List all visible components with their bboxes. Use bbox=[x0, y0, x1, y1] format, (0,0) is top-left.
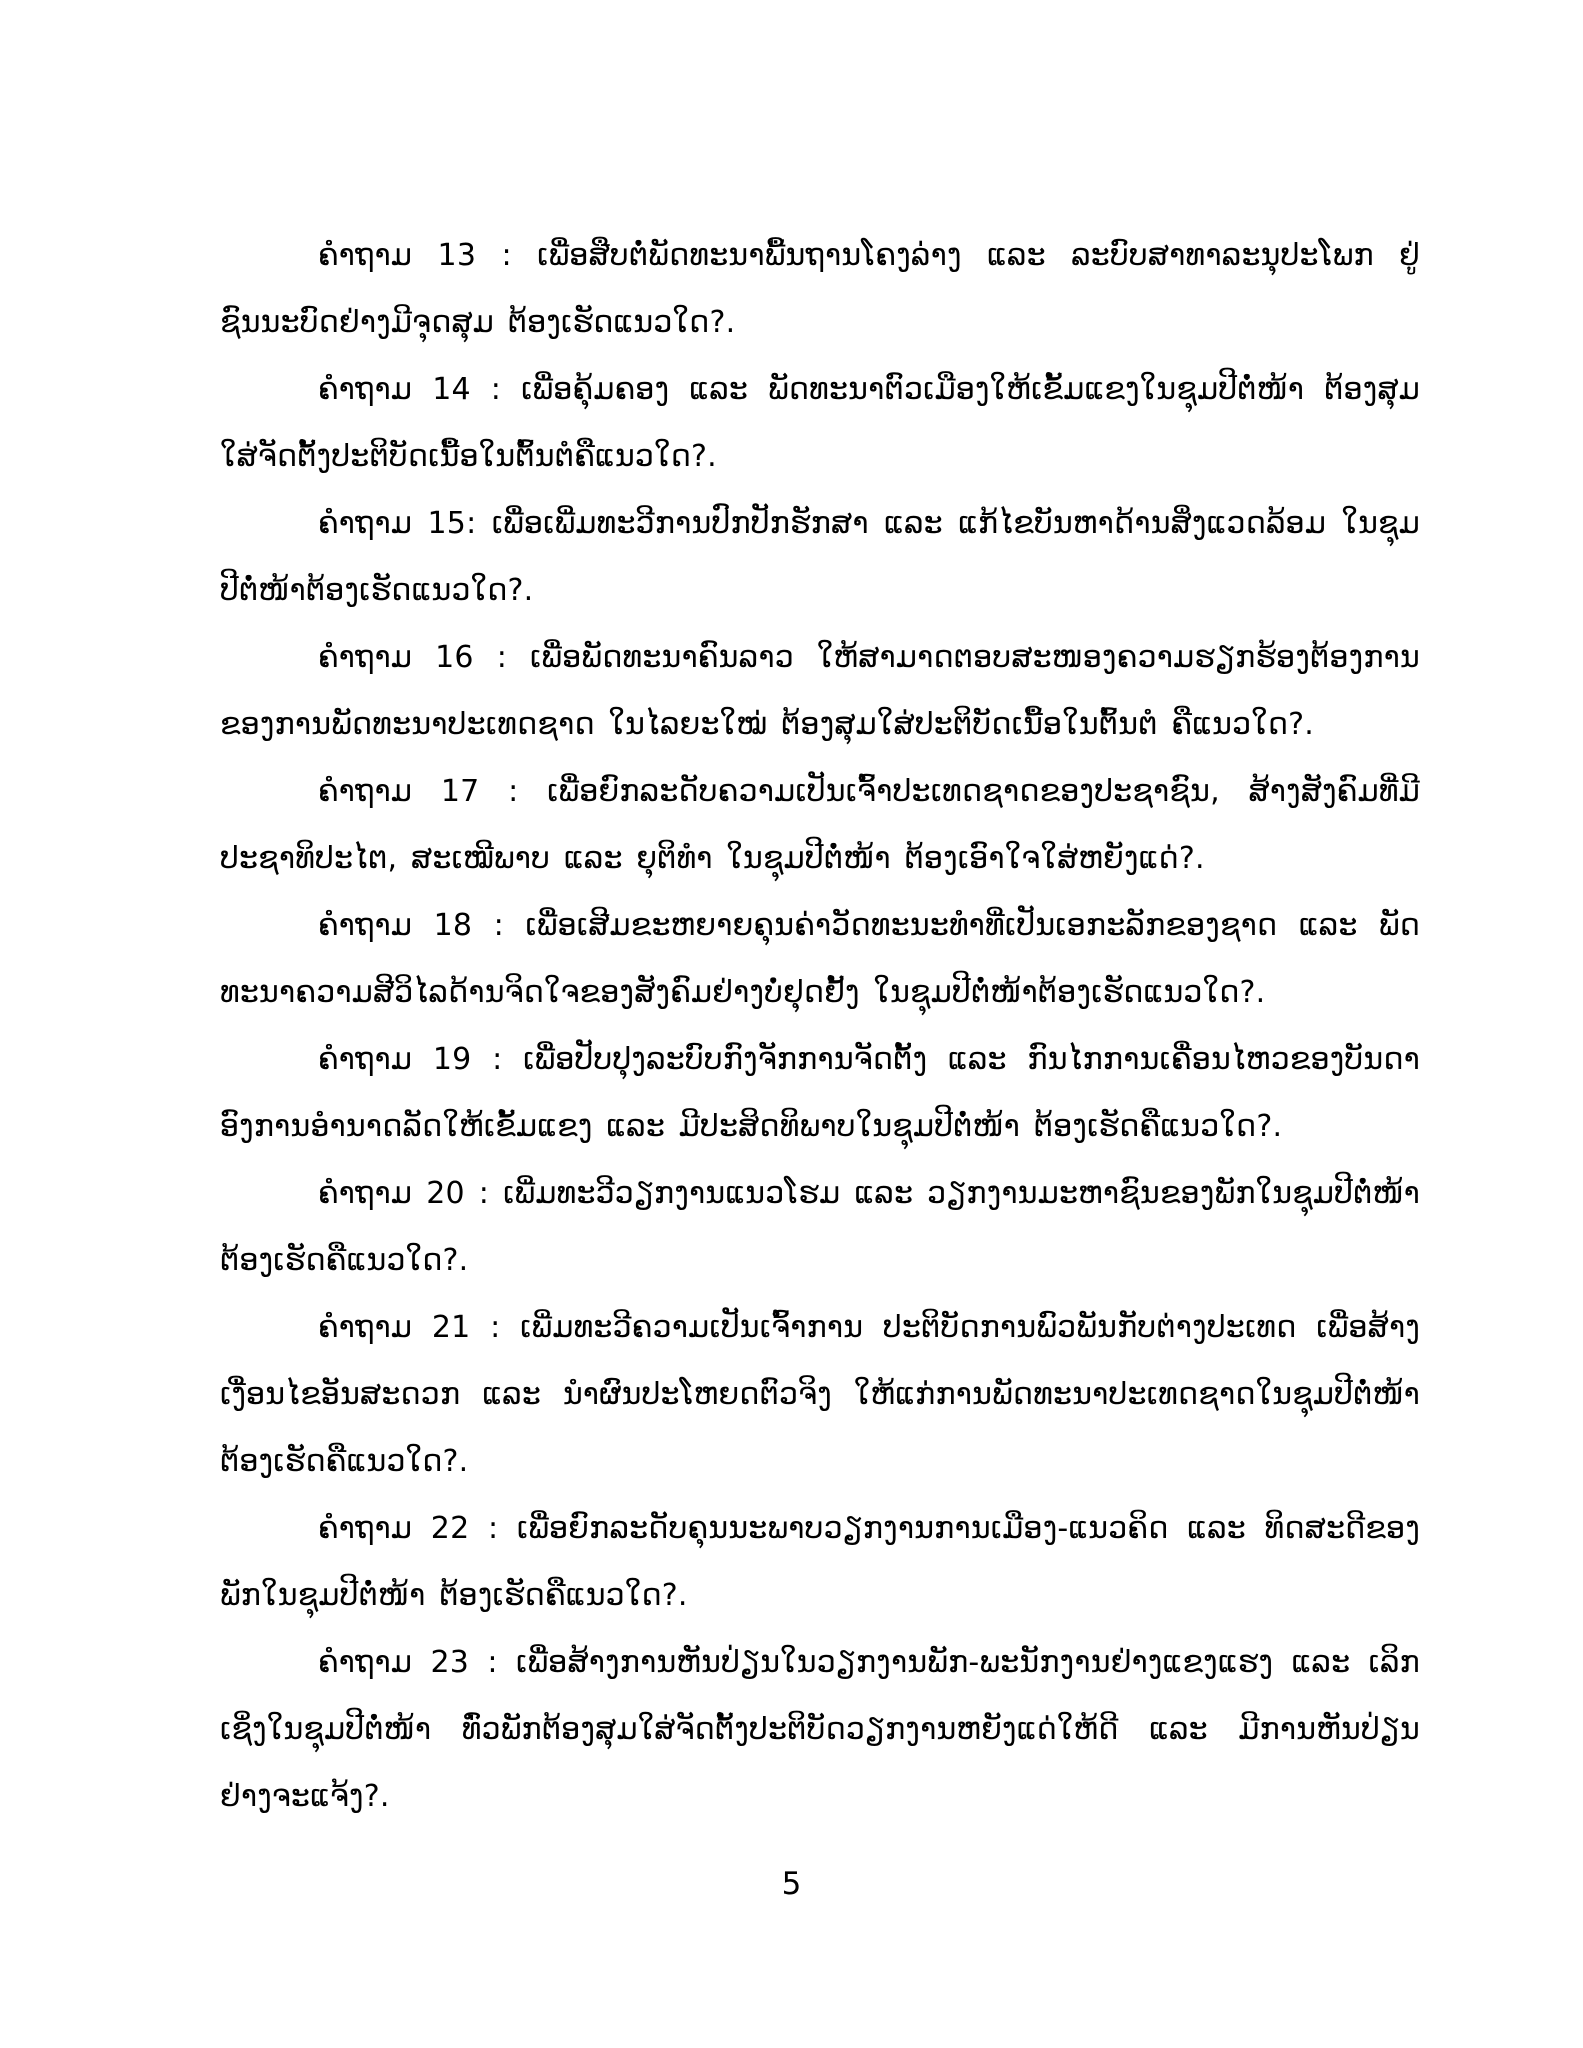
question-list bbox=[220, 222, 1420, 1830]
question-19: ຄຳຖາມ 19 : ເພື່ອປັບປຸງລະບົບກົງຈັກການຈັດຕັ້ງ ແລະ ກົນໄກການເຄື່ອນໄຫວຂອງບັນດາອົງການອຳນາດລັດໃຫ້ເຂັ້ມແຂງ ແລະ ມີປະສິດທິພາບໃນຊຸມປີຕໍ່ໜ້າ ຕ້ອງເຮັດຄືແນວໃດ?. bbox=[220, 1042, 1420, 1144]
page-number: 5 bbox=[781, 1866, 802, 1902]
question-22: ຄຳຖາມ 22 : ເພື່ອຍົກລະດັບຄຸນນະພາບວຽກງານການເມືອງ-ແນວຄິດ ແລະ ທິດສະດີຂອງພັກໃນຊຸມປີຕໍ່ໜ້າ ຕ້ອງເຮັດຄືແນວໃດ?. bbox=[220, 1511, 1420, 1613]
question-13: ຄຳຖາມ 13 : ເພື່ອສືບຕໍ່ພັດທະນາພື້ນຖານໂຄງລ່າງ ແລະ ລະບົບສາທາລະນຸປະໂພກ ຢູ່ຊົນນະບົດຢ່າງມີຈຸດສຸມ ຕ້ອງເຮັດແນວໃດ?. bbox=[220, 238, 1420, 340]
question-20: ຄຳຖາມ 20 : ເພີ່ມທະວີວຽກງານແນວໂຮມ ແລະ ວຽກງານມະຫາຊົນຂອງພັກໃນຊຸມປີຕໍ່ໜ້າຕ້ອງເຮັດຄືແນວໃດ?. bbox=[220, 1176, 1420, 1278]
question-17: ຄຳຖາມ 17 : ເພື່ອຍົກລະດັບຄວາມເປັນເຈົ້າປະເທດຊາດຂອງປະຊາຊົນ, ສ້າງສັງຄົມທີ່ມີປະຊາທິປະໄຕ, ສະເໝີພາບ ແລະ ຍຸຕິທຳ ໃນຊຸມປີຕໍ່ໜ້າ ຕ້ອງເອົາໃຈໃສ່ຫຍັງແດ່?. bbox=[220, 774, 1420, 876]
question-21: ຄຳຖາມ 21 : ເພີ່ມທະວີຄວາມເປັນເຈົ້າການ ປະຕິບັດການພົວພັນກັບຕ່າງປະເທດ ເພື່ອສ້າງເງື່ອນໄຂອັນສະດວກ ແລະ ນຳຜົນປະໂຫຍດຕົວຈິງ ໃຫ້ແກ່ການພັດທະນາປະເທດຊາດໃນຊຸມປີຕໍ່ໜ້າຕ້ອງເຮັດຄືແນວໃດ?. bbox=[220, 1310, 1420, 1479]
question-14: ຄຳຖາມ 14 : ເພື່ອຄຸ້ມຄອງ ແລະ ພັດທະນາຕົວເມືອງໃຫ້ເຂັ້ມແຂງໃນຊຸມປີຕໍ່ໜ້າ ຕ້ອງສຸມໃສ່ຈັດຕັ້ງປະຕິບັດເນື້ອໃນຕົ້ນຕໍຄືແນວໃດ?. bbox=[220, 372, 1420, 474]
question-18: ຄຳຖາມ 18 : ເພື່ອເສີມຂະຫຍາຍຄຸນຄ່າວັດທະນະທຳທີ່ເປັນເອກະລັກຂອງຊາດ ແລະ ພັດ ທະນາຄວາມສີວິໄລດ້ານຈິດໃຈຂອງສັງຄົມຢ່າງບໍ່ຢຸດຢັ້ງ ໃນຊຸມປີຕໍ່ໜ້າຕ້ອງເຮັດແນວໃດ?. bbox=[220, 908, 1420, 1010]
question-23: ຄຳຖາມ 23 : ເພື່ອສ້າງການຫັນປ່ຽນໃນວຽກງານພັກ-ພະນັກງານຢ່າງແຂງແຮງ ແລະ ເລິກເຊິ່ງໃນຊຸມປີຕໍ່ໜ້າ ທົ່ວພັກຕ້ອງສຸມໃສ່ຈັດຕັ້ງປະຕິບັດວຽກງານຫຍັງແດ່ໃຫ້ດີ ແລະ ມີການຫັນປ່ຽນຢ່າງຈະແຈ້ງ?. bbox=[220, 1645, 1420, 1814]
question-15: ຄຳຖາມ 15: ເພື່ອເພີ່ມທະວີການປົກປັກຮັກສາ ແລະ ແກ້ໄຂບັນຫາດ້ານສິ່ງແວດລ້ອມ ໃນຊຸມປີຕໍ່ໜ້າຕ້ອງເຮັດແນວໃດ?. bbox=[220, 506, 1420, 608]
question-16: ຄຳຖາມ 16 : ເພື່ອພັດທະນາຄົນລາວ ໃຫ້ສາມາດຕອບສະໜອງຄວາມຮຽກຮ້ອງຕ້ອງການຂອງການພັດທະນາປະເທດຊາດ ໃນໄລຍະໃໝ່ ຕ້ອງສຸມໃສ່ປະຕິບັດເນື້ອໃນຕົ້ນຕໍ ຄືແນວໃດ?. bbox=[220, 640, 1420, 742]
